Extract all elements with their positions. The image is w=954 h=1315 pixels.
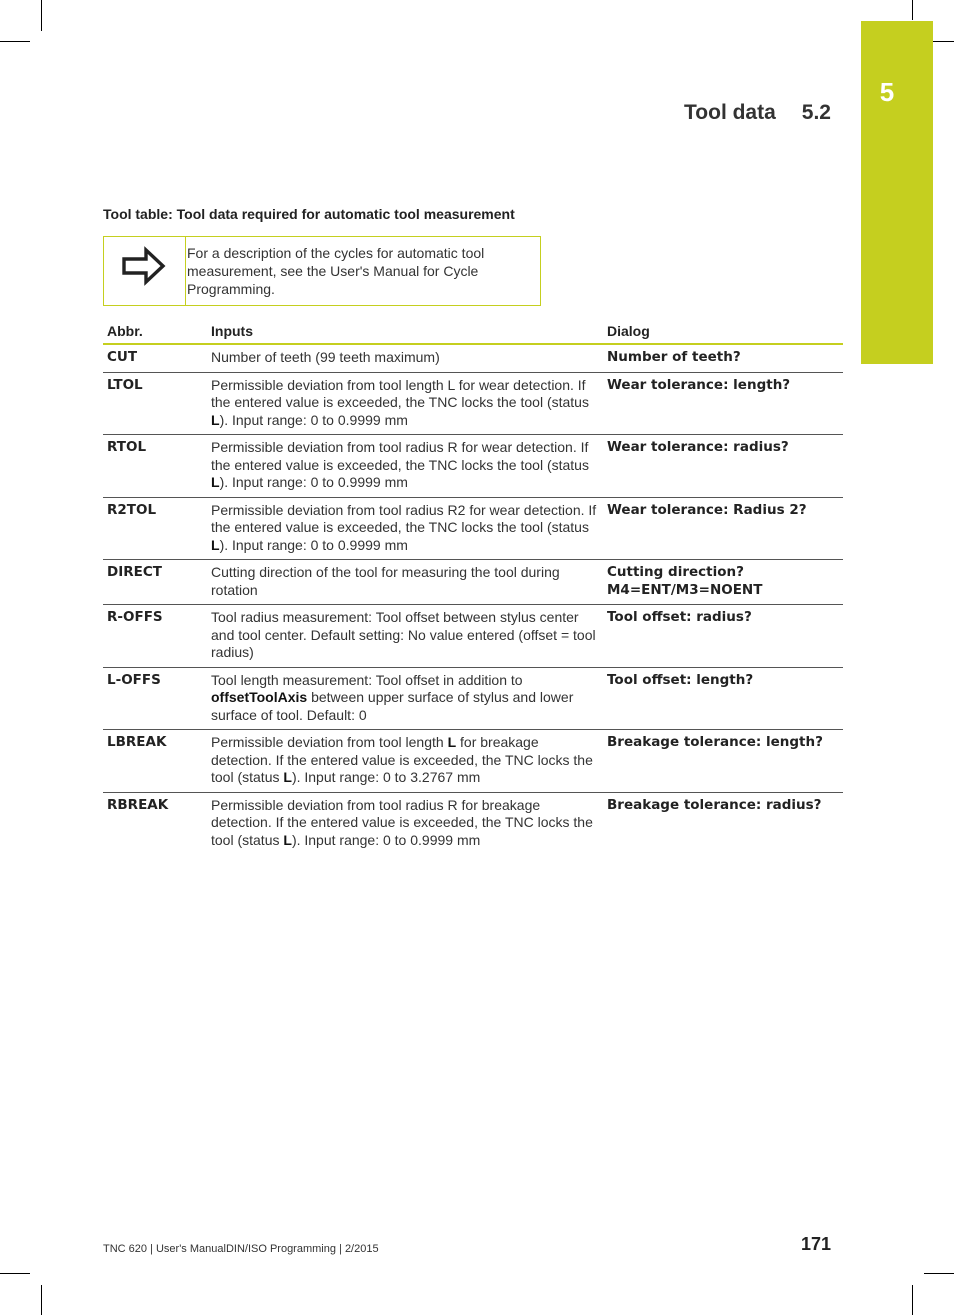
inputs-emphasis: L xyxy=(211,474,220,490)
cell-inputs xyxy=(207,372,603,435)
inputs-text: ). Input range: 0 to 0.9999 mm xyxy=(219,474,408,490)
cell-abbr: R2TOL xyxy=(103,497,207,560)
arrow-right-icon xyxy=(121,246,167,286)
crop-mark xyxy=(41,1285,42,1315)
cell-inputs xyxy=(207,344,603,372)
cell-abbr: DIRECT xyxy=(103,560,207,605)
crop-mark xyxy=(924,1273,954,1274)
cell-dialog: Tool offset: length? xyxy=(603,667,843,730)
table-row xyxy=(103,560,843,605)
cell-abbr: LBREAK xyxy=(103,730,207,793)
inputs-emphasis: offsetToolAxis xyxy=(211,689,308,705)
inputs-text: Cutting direction of the tool for measuring the tool during rotation xyxy=(211,564,560,598)
cell-abbr: CUT xyxy=(103,344,207,372)
inputs-text: ). Input range: 0 to 0.9999 mm xyxy=(219,411,408,428)
cell-inputs xyxy=(207,667,603,730)
cell-abbr: L-OFFS xyxy=(103,667,207,730)
page-header xyxy=(684,101,831,125)
page-number: 171 xyxy=(800,1234,831,1254)
table-row xyxy=(103,372,843,435)
crop-mark xyxy=(912,0,913,20)
table-row xyxy=(103,792,843,854)
crop-mark xyxy=(912,1285,913,1315)
inputs-text: Number of teeth (99 teeth maximum) xyxy=(211,349,440,365)
cell-inputs xyxy=(207,730,603,793)
cell-inputs xyxy=(207,792,603,854)
inputs-emphasis: L xyxy=(211,536,220,553)
inputs-text: for breakage detection. If the entered value is exceeded, the TNC locks the tool (status xyxy=(211,734,593,785)
table-row xyxy=(103,344,843,372)
inputs-emphasis: L xyxy=(283,831,292,848)
crop-mark xyxy=(0,41,30,42)
column-header-dialog: Dialog xyxy=(603,320,843,344)
inputs-emphasis: L xyxy=(211,411,220,428)
table-header-row xyxy=(103,320,843,344)
cell-dialog: Wear tolerance: length? xyxy=(603,372,843,435)
inputs-text: ). Input range: 0 to 0.9999 mm xyxy=(291,831,481,848)
inputs-text: Permissible deviation from tool radius R for wear detection. If the entered value is exceeded, the TNC locks the tool (status xyxy=(211,439,589,473)
cell-dialog: Breakage tolerance: length? xyxy=(603,730,843,793)
footer-text: TNC 620 | User's ManualDIN/ISO Programming | 2/2015 xyxy=(103,1243,379,1255)
inputs-text: Tool length measurement: Tool offset in addition to xyxy=(211,671,523,688)
note-divider xyxy=(185,237,186,305)
section-heading: Tool table: Tool data required for automatic tool measurement xyxy=(103,206,515,222)
column-header-inputs: Inputs xyxy=(207,320,603,344)
inputs-emphasis: L xyxy=(283,769,292,785)
table-row xyxy=(103,730,843,793)
table-body xyxy=(103,344,843,854)
inputs-text: Permissible deviation from tool radius R2 for wear detection. If the entered value is exceeded, the TNC locks the tool (status xyxy=(211,501,597,535)
crop-mark xyxy=(41,0,42,31)
inputs-text: ). Input range: 0 to 3.2767 mm xyxy=(291,769,481,785)
cell-abbr: RTOL xyxy=(103,435,207,498)
cell-abbr: RBREAK xyxy=(107,796,169,813)
cell-dialog: Cutting direction? M4=ENT/M3=NOENT xyxy=(603,560,843,605)
cell-inputs xyxy=(207,605,603,668)
cell-dialog: Breakage tolerance: radius? xyxy=(607,796,822,813)
table-row xyxy=(103,497,843,560)
cell-dialog: Tool offset: radius? xyxy=(603,605,843,668)
inputs-text: Permissible deviation from tool length xyxy=(211,734,448,750)
table-row xyxy=(103,435,843,498)
cell-dialog: Wear tolerance: Radius 2? xyxy=(603,497,843,560)
crop-mark xyxy=(0,1273,30,1274)
inputs-text: Permissible deviation from tool length L for wear detection. If the entered value is exceeded, the TNC locks the tool (status xyxy=(211,376,589,410)
inputs-text: ). Input range: 0 to 0.9999 mm xyxy=(219,536,408,553)
cell-abbr: LTOL xyxy=(103,372,207,435)
inputs-text: Tool radius measurement: Tool offset between stylus center and tool center. Default setting: No value entered (offset = tool radius) xyxy=(211,609,596,660)
header-section: 5.2 xyxy=(801,101,831,124)
inputs-text: Permissible deviation from tool radius R for breakage detection. If the entered value is exceeded, the TNC locks the tool (status xyxy=(211,796,593,848)
cell-inputs xyxy=(207,560,603,605)
tool-table xyxy=(103,320,843,854)
table-row xyxy=(103,605,843,668)
cell-dialog: Number of teeth? xyxy=(603,344,843,372)
inputs-text: between upper surface of stylus and lower surface of tool. Default: 0 xyxy=(211,689,574,723)
cell-inputs xyxy=(207,435,603,498)
table-row xyxy=(103,667,843,730)
chapter-number: 5 xyxy=(879,77,895,107)
cell-abbr: R-OFFS xyxy=(103,605,207,668)
cell-dialog: Wear tolerance: radius? xyxy=(603,435,843,498)
note-text: For a description of the cycles for automatic tool measurement, see the User's Manual for Cycle Programming. xyxy=(187,245,485,297)
header-title: Tool data xyxy=(684,101,776,124)
cell-inputs xyxy=(207,497,603,560)
column-header-abbr: Abbr. xyxy=(103,320,207,344)
chapter-tab xyxy=(861,21,933,364)
note-box xyxy=(103,236,541,306)
inputs-emphasis: L xyxy=(447,734,457,750)
